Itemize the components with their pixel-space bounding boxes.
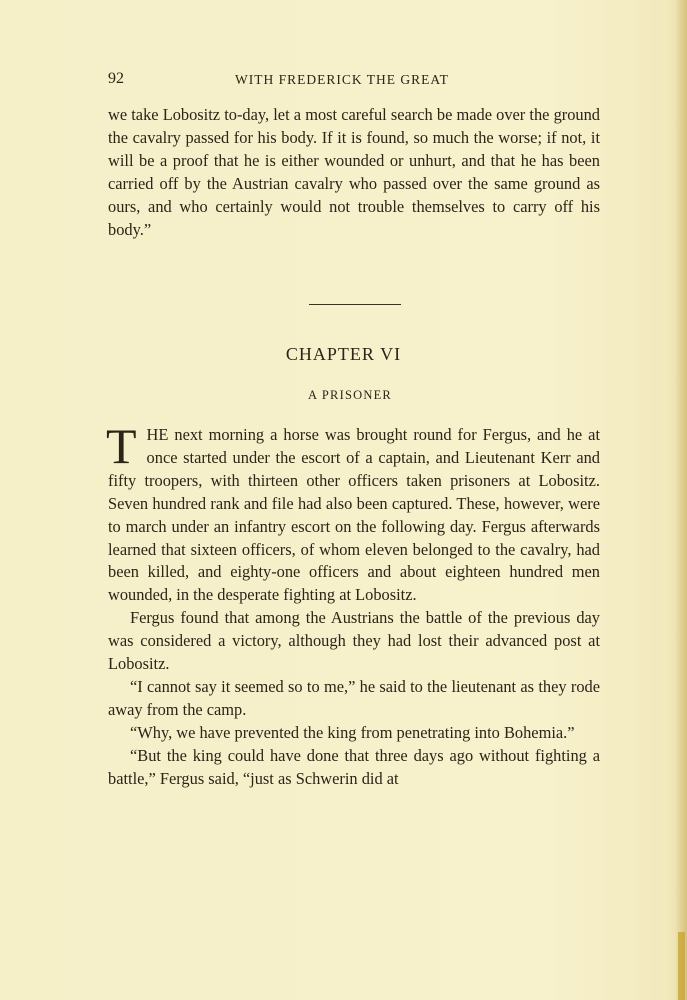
page-edge-mark xyxy=(678,932,685,1000)
first-paragraph xyxy=(106,418,600,607)
section-divider xyxy=(309,304,401,305)
paragraph-text: HE next morning a horse was brought round for Fergus, and he at once started under the escort of a captain, and Lieutenant Kerr and fifty troopers, with thirteen other officers taken prisoners at Lobositz. Seven hundred rank and file had also been captured. These, however, were to march under an infantry escort on the following day. Fergus afterwards learned that sixteen officers, of whom eleven belonged to the cavalry, had been killed, and eighty-one officers and about eighteen hundred men wounded, in the desperate fighting at Lobositz. xyxy=(108,425,600,605)
chapter-subtitle: A PRISONER xyxy=(308,388,392,402)
running-head: WITH FREDERICK THE GREAT xyxy=(235,72,449,87)
opening-text xyxy=(108,104,600,241)
opening-paragraph: we take Lobositz to-day, let a most careful search be made over the ground the cavalry passed for his body. If it is found, so much the worse; if not, it will be a proof that he is either wounded or unhurt, and that he has been carried off by the Austrian cavalry who passed over the same ground as ours, and who certainly would not trouble themselves to carry off his body.” xyxy=(108,105,600,239)
paragraph: Fergus found that among the Austrians the battle of the previous day was considered a victory, although they had lost their advanced post at Lobositz. xyxy=(108,608,600,674)
page-header xyxy=(108,70,600,90)
chapter-title: CHAPTER VI xyxy=(285,344,402,364)
paragraph: “But the king could have done that three days ago without fighting a battle,” Fergus said, “just as Schwerin did at xyxy=(108,745,600,788)
paragraph: “Why, we have prevented the king from penetrating into Bohemia.” xyxy=(130,722,575,742)
chapter-text xyxy=(106,418,600,791)
page-number: 92 xyxy=(108,70,124,87)
page-edge-shadow xyxy=(675,0,687,1000)
paragraph: “I cannot say it seemed so to me,” he said to the lieutenant as they rode away from the camp. xyxy=(108,676,600,719)
drop-cap: T xyxy=(106,418,137,474)
